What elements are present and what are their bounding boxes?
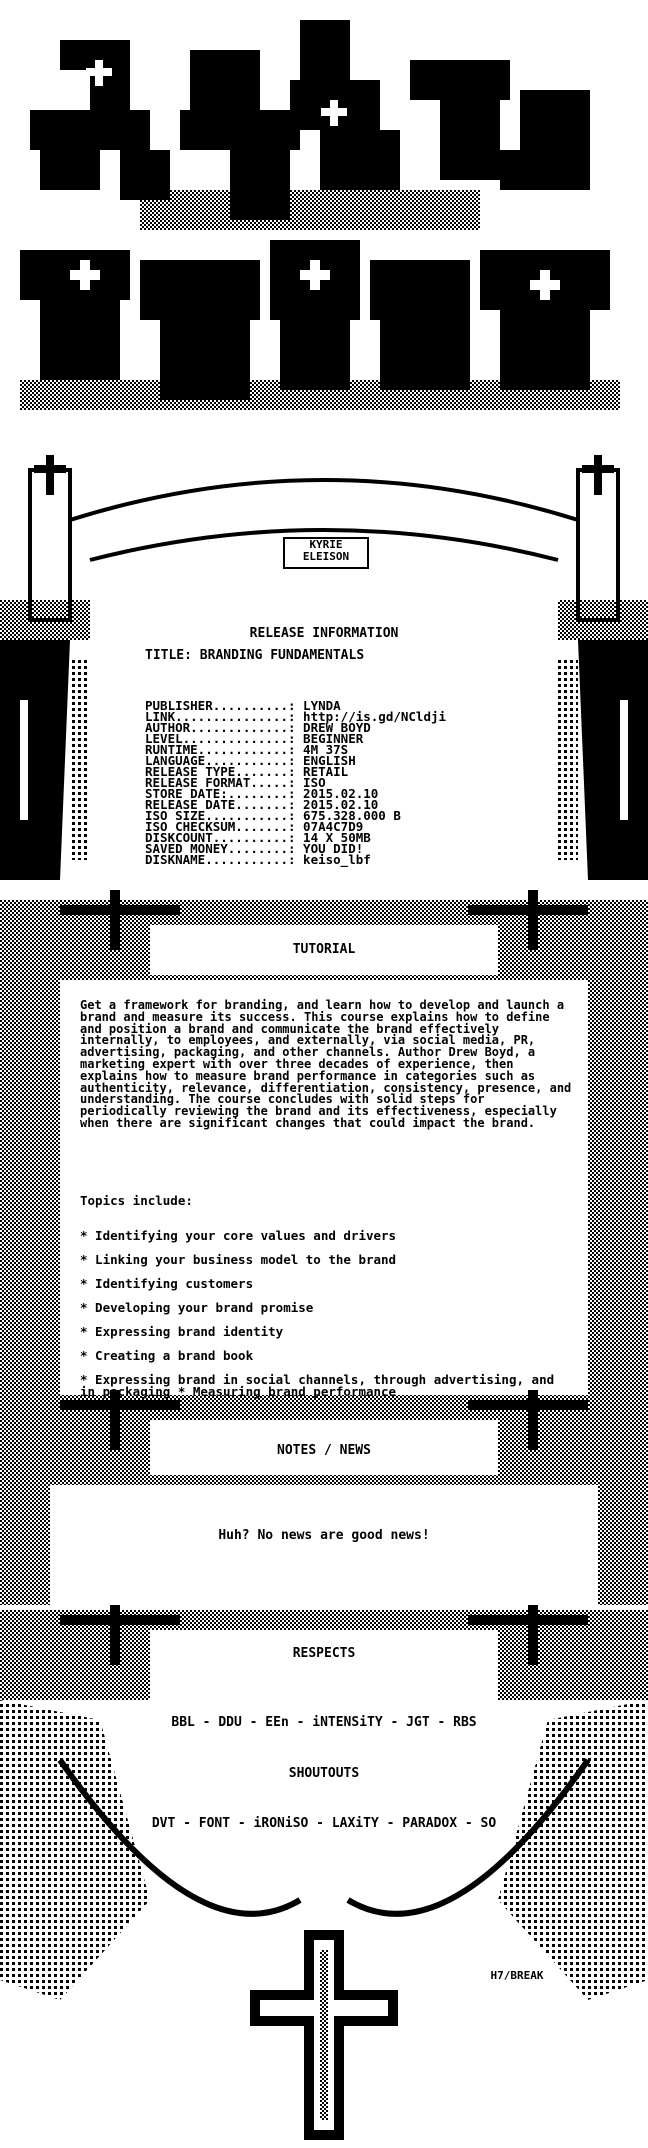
row-key: ISO CHECKSUM.......: — [145, 819, 296, 834]
row-value: keiso_lbf — [303, 852, 371, 867]
topics-intro: Topics include: — [80, 1193, 193, 1208]
row-key: LANGUAGE...........: — [145, 753, 296, 768]
topic-item: * Expressing brand in social channels, through advertising, and in packaging * Measuring brand performance — [80, 1372, 555, 1399]
row-value: LYNDA — [303, 698, 341, 713]
row-value: 14 X 50MB — [303, 830, 371, 845]
badge-line-1: KYRIE — [309, 538, 343, 551]
row-value: 07A4C7D9 — [303, 819, 364, 834]
row-value: YOU DID! — [303, 841, 364, 856]
row-value: DREW BOYD — [303, 720, 371, 735]
row-value: BEGINNER — [303, 731, 364, 746]
row-value: RETAIL — [303, 764, 349, 779]
row-value: 2015.02.10 — [303, 797, 379, 812]
row-value: 675.328.000 B — [303, 808, 401, 823]
row-key: PUBLISHER..........: — [145, 698, 296, 713]
ornament-band-2 — [0, 1390, 648, 1605]
tutorial-heading: TUTORIAL — [292, 942, 356, 957]
row-key: RELEASE DATE.......: — [145, 797, 296, 812]
row-key: LEVEL..............: — [145, 731, 296, 746]
row-key: ISO SIZE...........: — [145, 808, 296, 823]
release-title: TITLE: BRANDING FUNDAMENTALS — [145, 648, 365, 663]
row-key: STORE DATE:........: — [145, 786, 296, 801]
row-key: DISKNAME...........: — [145, 852, 296, 867]
bottom-cross-icon — [250, 1930, 398, 2140]
shoutouts-list: DVT - FONT - iRONiSO - LAXiTY - PARADOX - SO — [151, 1816, 497, 1831]
topic-item: * Identifying your core values and drivers — [80, 1228, 397, 1243]
badge-line-2: ELEISON — [302, 550, 350, 563]
topic-item: * Expressing brand identity — [80, 1324, 284, 1339]
row-value: 2015.02.10 — [303, 786, 379, 801]
row-value: ISO — [303, 775, 326, 790]
release-heading: RELEASE INFORMATION — [249, 626, 399, 641]
notes-heading: NOTES / NEWS — [277, 1443, 371, 1458]
respects-list: BBL - DDU - EEn - iNTENSiTY - JGT - RBS — [171, 1715, 477, 1730]
tutorial-paragraph: Get a framework for branding, and learn how to develop and launch a brand and measure its success. This course explains how to define and position a brand and communicate the brand effectively internally, to employees, and externally, via social media, PR, advertising, packaging, and other channels. Author Drew Boyd, a marketing expert with over three decades of experience, then explains how to measure brand performance in categories such as authenticity, relevance, differentiation, consistency, presence, and understanding. The course concludes with solid steps for periodically reviewing the brand and its effectiveness, especially when there are significant changes that could impact the brand. — [80, 998, 572, 1130]
row-value: ENGLISH — [303, 753, 356, 768]
row-key: RELEASE TYPE.......: — [145, 764, 296, 779]
row-value: 4M 37S — [303, 742, 349, 757]
row-key: AUTHOR.............: — [145, 720, 296, 735]
row-key: RUNTIME............: — [145, 742, 296, 757]
notes-text: Huh? No news are good news! — [218, 1528, 430, 1543]
respects-heading: RESPECTS — [292, 1646, 356, 1661]
row-value: http://is.gd/NCldji — [303, 709, 447, 724]
topic-item: * Creating a brand book — [80, 1348, 254, 1363]
ornament-band-1 — [0, 890, 648, 980]
artist-signature: H7/BREAK — [478, 1970, 556, 1984]
topic-item: * Developing your brand promise — [80, 1300, 314, 1315]
row-key: DISKCOUNT..........: — [145, 830, 296, 845]
row-key: RELEASE FORMAT.....: — [145, 775, 296, 790]
row-key: SAVED MONEY........: — [145, 841, 296, 856]
topic-item: * Identifying customers — [80, 1276, 254, 1291]
logo-graphic — [20, 20, 620, 410]
kyrie-eleison-badge — [283, 537, 369, 569]
row-key: LINK...............: — [145, 709, 296, 724]
release-row — [145, 854, 371, 865]
shoutouts-heading: SHOUTOUTS — [288, 1766, 360, 1781]
topic-item: * Linking your business model to the brand — [80, 1252, 397, 1267]
